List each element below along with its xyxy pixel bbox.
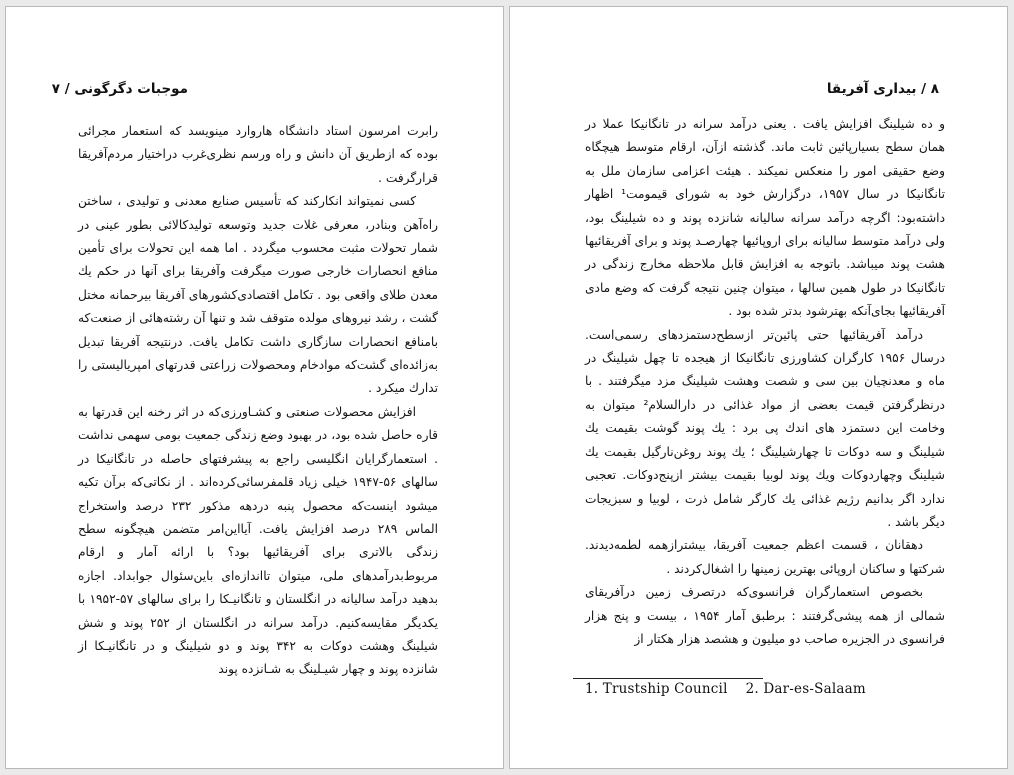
left-page xyxy=(5,6,504,769)
footnote-1: 1. Trustship Council xyxy=(585,681,728,697)
paragraph: افزایش محصولات صنعتی و کشـاورزی‌که در اثر رخنه این قدرتها به قاره حاصل شده بود، در بهبود وضع زندگی جمعیت بومی سهمی نداشت . استعمارگرایان انگلیسی راجع به پیشرفتهای حاصله در تانگانیکا در سالهای ۵۶-۱۹۴۷ خیلی زیاد قلمفرسائی‌کرده‌اند . از نکاتی‌که برآن تکیه میشود اینست‌که محصول پنبه دردهه مذکور ۲۳۲ درصد واستخراج الماس ۲۸۹ درصد افزایش یافت. آیااین‌امر متضمن هیچگونه سطح زندگی بالاتری برای آفریقائیها بود؟ با ارائه آمار و ارقام مربوط‌بدرآمدهای ملی، میتوان تااندازه‌ای باین‌سئوال جوابداد. اجازه بدهید درآمد سالیانه در انگلستان و تانگانیـکا را برای سالهای ۵۷-۱۹۵۲ با یکدیگر مقایسه‌کنیم. درآمد سرانه در انگلستان از ۲۵۲ پوند و شش شیلینگ وهشت دوکات به ۳۴۲ پوند و دو شیلینگ و در تانگانیـکا از شانزده پوند و چهار شیـلینگ به شـانزده پوند xyxy=(78,404,438,677)
paragraph: دهقانان ، قسمت اعظم جمعیت آفریقا، بیشترازهمه لطمه‌دیدند. شرکتها و ساکنان اروپائی بهترین زمینها را اشغال‌کردند . xyxy=(585,538,945,576)
page-header: ۸ / بیداری آفریقا xyxy=(826,81,939,97)
right-page xyxy=(509,6,1008,769)
footnotes xyxy=(585,681,884,697)
paragraph: درآمد آفریقائیها حتی پائین‌تر ازسطح‌دستمزدهای رسمی‌است. درسال ۱۹۵۶ کارگران کشاورزی تانگانیکا از هیجده تا چهل شیلینگ در ماه و معدنچیان بین سی و شصت وهشت شیلینگ مزد میگرفتند . با درنظرگرفتن قیمت بعضی از مواد غذائی در دارالسلام² میتوان به وخامت این دستمزد های اندك پی برد : یك پوند گوشت بقیمت یك شیلینگ و سه دوکات تا چهارشیلینگ ؛ یك پوند روغن‌نارگیل بقیمت یك شیلینگ وچهاردوکات ویك پوند لوبیا بقیمت بیشتر ازپنج‌دوکات. تعجبی ندارد اگر بدانیم رژیم غذائی یك کارگر شامل ذرت ، لوبیا و سبزیجات دیگر باشد . xyxy=(585,327,945,529)
page-header: موجبات دگرگونی / ۷ xyxy=(51,81,188,97)
page-body xyxy=(78,120,438,682)
paragraph: کسی نمیتواند انکارکند که تأسیس صنایع معدنی و تولیدی ، ساختن راه‌آهن وبنادر، معرفی غلات جدید وتوسعه تولیدکالائی بطور عینی در شمار تحولات مثبت محسوب میگردد . اما همه این تحولات برای تأمین منافع انحصارات خارجی صورت میگرفت وآفریقا برای آنها در حکم یك معدن طلای واقعی بود . تکامل اقتصادی‌کشورهای آفریقا بیرحمانه مختل گشت ، رشد نیروهای مولده متوقف شد و تنها آن رشته‌هائی از صنعت‌که بامنافع انحصارات سازگاری داشت تکامل یافت. درنتیجه آفریقا تبدیل به‌زائده‌ای گشت‌که مواد‌خام ومحصولات زراعتی قدرتهای امپریالیستی را تدارك میکرد . xyxy=(78,194,438,396)
page-body xyxy=(585,113,945,651)
paragraph: و ده شیلینگ افزایش یافت . یعنی درآمد سرانه در تانگانیکا عملا در همان سطح بسیارپائین ثابت ماند. گذشته ازآن، ارقام متوسط هیچگاه وضع حقیقی امور را منعکس نمیکند . هیئت اعزامی سازمان ملل به تانگانیکا در سال ۱۹۵۷، درگزارش خود به شورای قیمومت¹ اظهار داشته‌بود: اگرچه درآمد سرانه سالیانه شانزده پوند و ده شیلینگ بود، ولی درآمد متوسط سالیانه برای اروپائیها چهارصـد پوند و برای آفریقائیها هشت پوند میباشد. باتوجه به افزایش قابل ملاحظه مخارج زندگی در تانگانیکا در طول همین سالها ، میتوان چنین نتیجه گرفت که وضع مادی آفریقائیها بجای‌آنکه بهترشود بدتر شده بود . xyxy=(585,117,946,319)
paragraph: رابرت امرسون استاد دانشگاه هاروارد مینویسد که استعمار مجرائی بوده که ازطریق آن دانش و راه ورسم نظری‌غرب دراختیار مردم‌آفریقا قرارگرفت . xyxy=(78,124,438,185)
paragraph: بخصوص استعمارگران فرانسوی‌که درتصرف زمین درآفریقای شمالی از همه پیشی‌گرفتند : برطبق آمار ۱۹۵۴ ، بیست و پنج هزار فرانسوی در الجزیره صاحب دو میلیون و هشصد هزار هکتار از xyxy=(585,585,945,646)
footnote-divider xyxy=(573,678,763,679)
footnote-2: 2. Dar-es-Salaam xyxy=(745,681,866,697)
